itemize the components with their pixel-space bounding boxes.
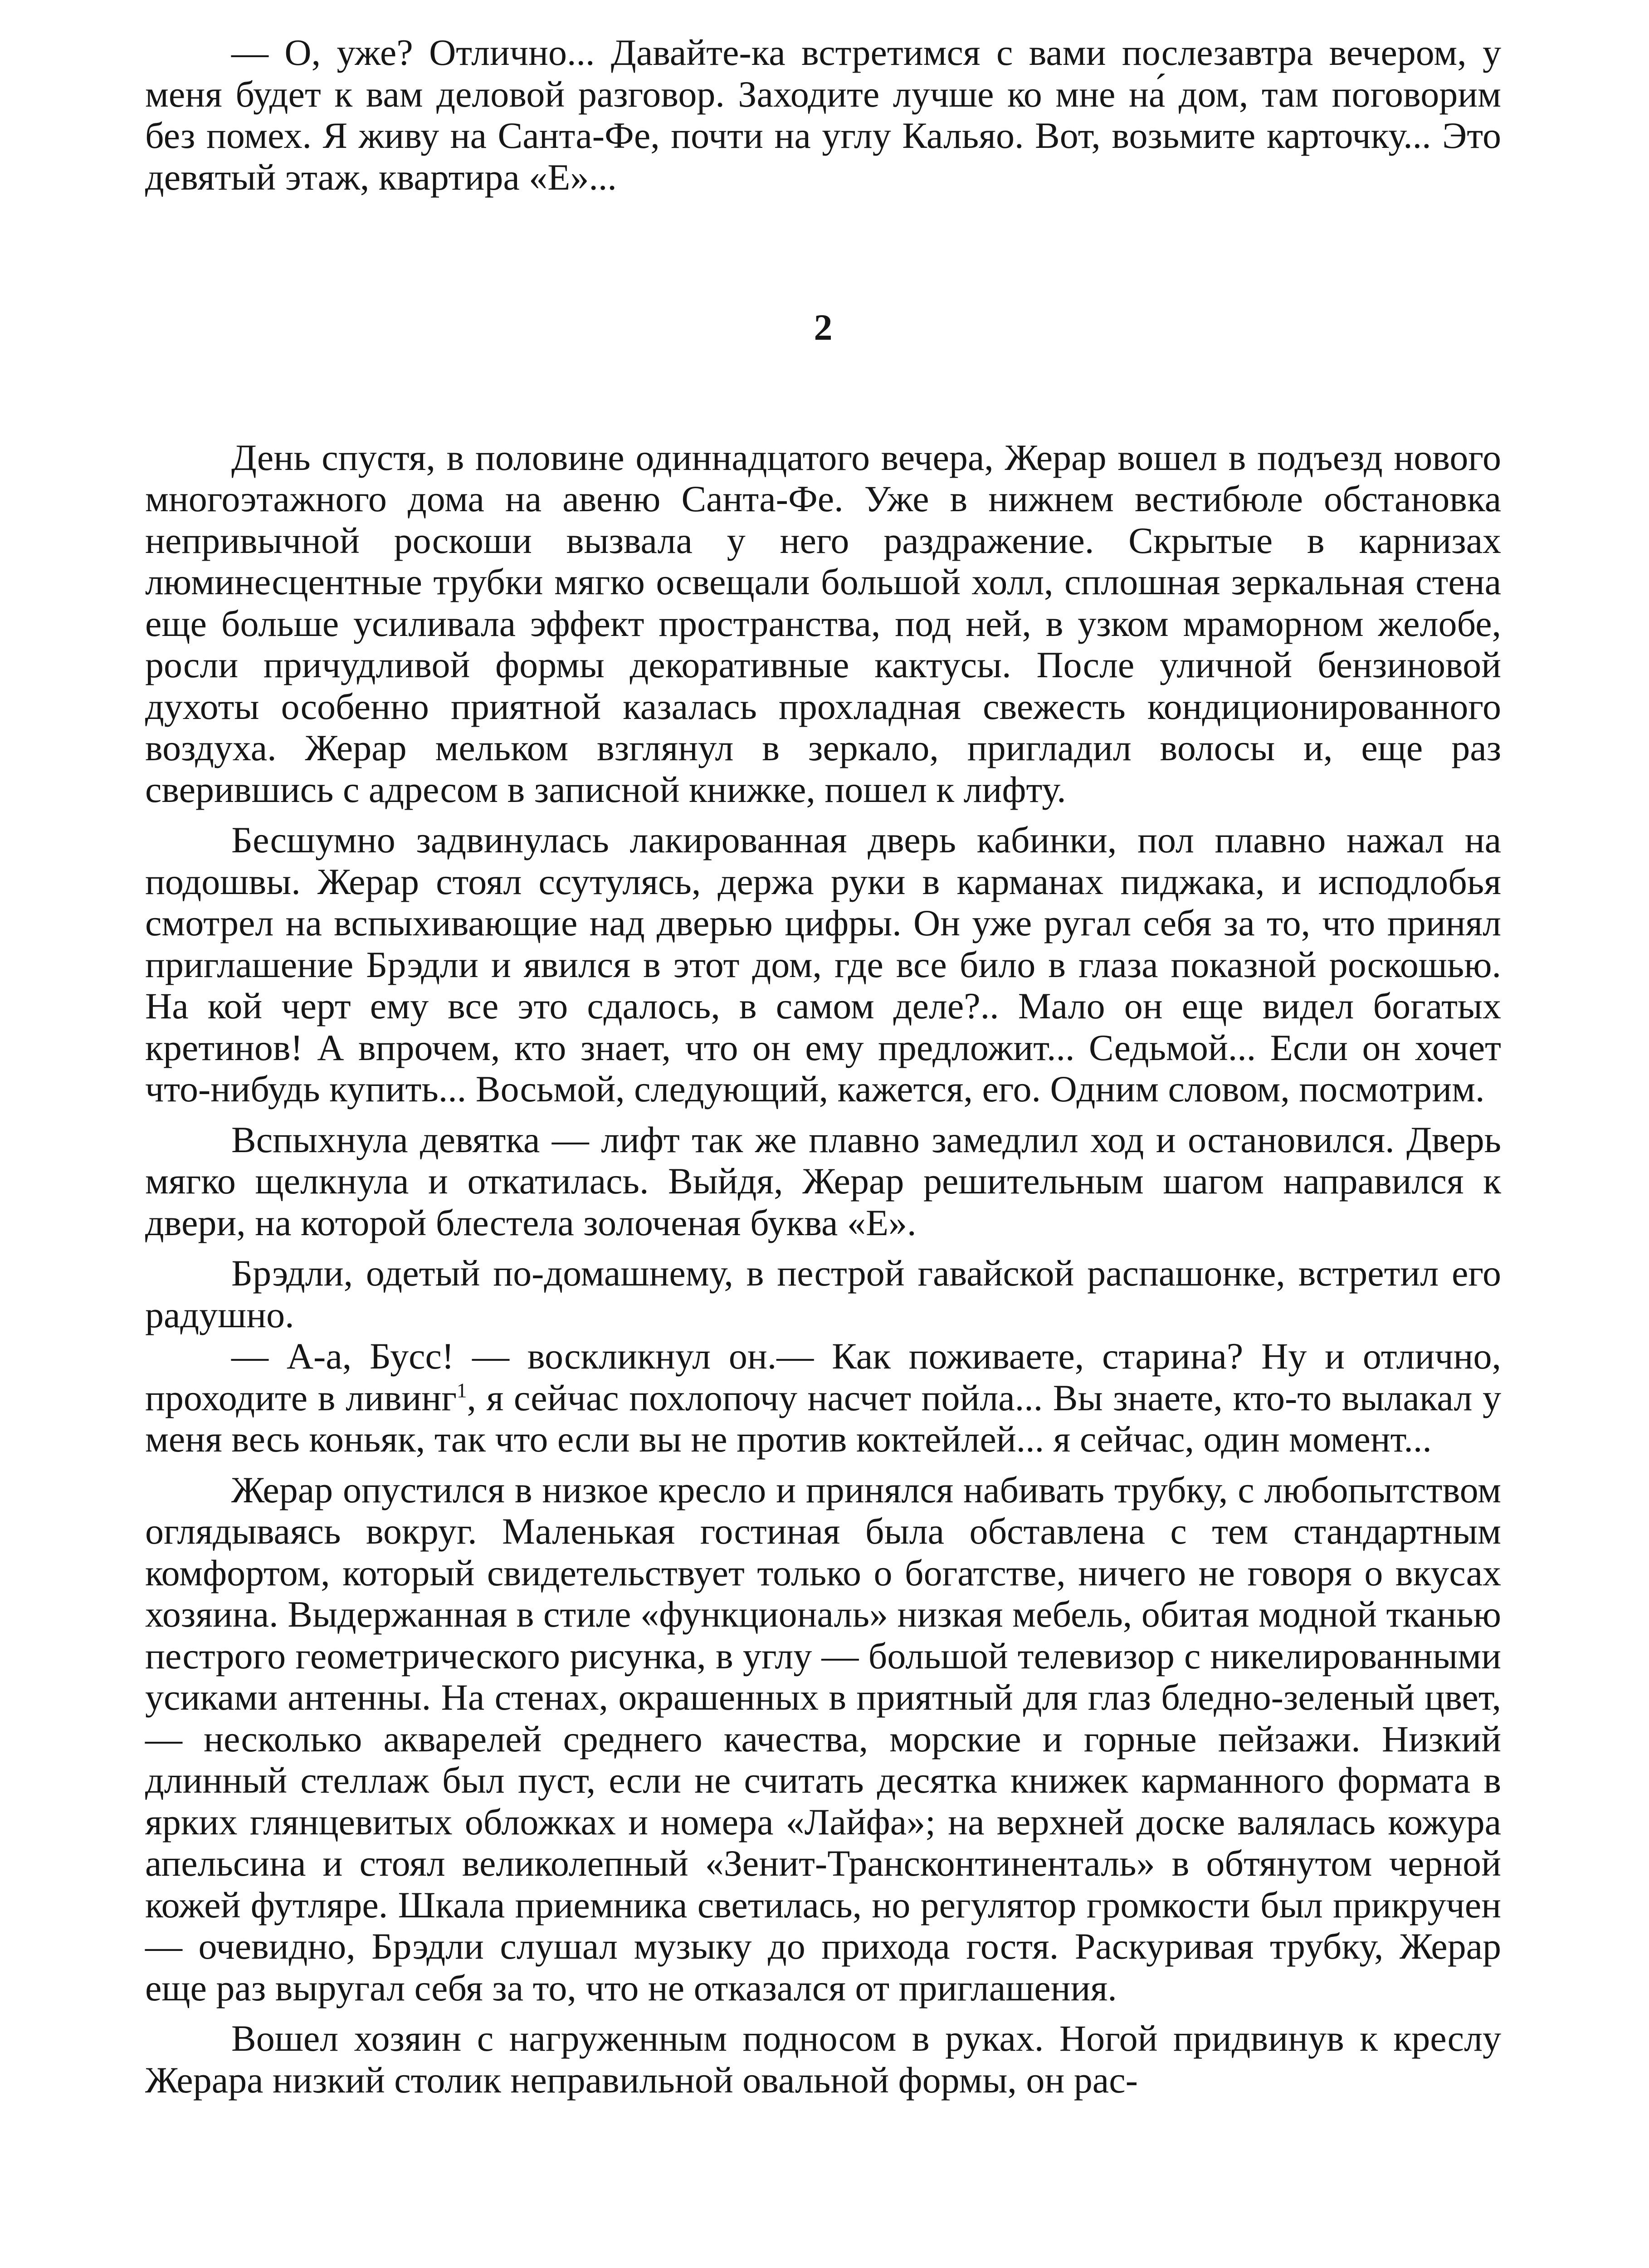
paragraph-1: День спустя, в половине одиннадцатого вечера, Жерар вошел в подъезд нового многоэтажного дома на авеню Санта-Фе. Уже в нижнем вестибюле обстановка непривычной роскоши вызвала у него раздражение. Скрытые в карнизах люминесцентные трубки мягко освещали большой холл, сплошная зеркальная стена еще больше усиливала эффект пространства, под ней, в узком мраморном желобе, росли причудливой формы декоративные кактусы. После уличной бензиновой духоты особенно приятной казалась прохладная свежесть кондиционированного воздуха. Жерар мельком взглянул в зеркало, пригладил волосы и, еще раз сверившись с адресом в записной книжке, пошел к лифту. [145,436,1501,810]
paragraph-0: — О, уже? Отлично... Давайте-ка встретимся с вами послезавтра вечером, у меня будет к вам деловой разговор. Заходите лучше ко мне на́ дом, там поговорим без помех. Я живу на Санта-Фе, почти на углу Кальяо. Вот, возьмите карточку... Это девятый этаж, квартира «Е»... [145,32,1501,198]
paragraph-6: Жерар опустился в низкое кресло и принялся набивать трубку, с любопытством оглядываясь вокруг. Маленькая гостиная была обставлена с тем стандартным комфортом, который свидетельствует только о богатстве, ничего не говоря о вкусах хозяина. Выдержанная в стиле «функциональ» низкая мебель, обитая модной тканью пестрого геометрического рисунка, в углу — большой телевизор с никелированными усиками антенны. На стенах, окрашенных в приятный для глаз бледно-зеленый цвет,— несколько акварелей среднего качества, морские и горные пейзажи. Низкий длинный стеллаж был пуст, если не считать десятка книжек карманного формата в ярких глянцевитых обложках и номера «Лайфа»; на верхней доске валялась кожура апельсина и стоял великолепный «Зенит-Трансконтиненталь» в обтянутом черной кожей футляре. Шкала приемника светилась, но регулятор громкости был прикручен — очевидно, Брэдли слушал музыку до прихода гостя. Раскуривая трубку, Жерар еще раз выругал себя за то, что не отказался от приглашения. [145,1469,1501,2009]
paragraph-7: Вошел хозяин с нагруженным подносом в руках. Ногой придвинув к креслу Жерара низкий столик неправильной овальной формы, он рас- [145,2018,1501,2101]
paragraph-3: Вспыхнула девятка — лифт так же плавно замедлил ход и остановился. Дверь мягко щелкнула и откатилась. Выйдя, Жерар решительным шагом направился к двери, на которой блестела золоченая буква «Е». [145,1119,1501,1243]
chapter-number: 2 [814,307,833,348]
paragraph-4: Брэдли, одетый по-домашнему, в пестрой гавайской распашонке, встретил его радушно. [145,1252,1501,1335]
paragraph-5-start: — А-а, Бусс! — воскликнул он.— Как поживаете, старина? Ну и отлично, проходите в ливинг [145,1335,1501,1418]
footnote-reference: 1 [456,1379,467,1402]
paragraph-5 [145,1335,1501,1460]
paragraph-5-end: , я сейчас похлопочу насчет пойла... Вы знаете, кто-то вылакал у меня весь коньяк, так что если вы не против коктейлей... я сейчас, один момент... [145,1377,1501,1460]
page-body [145,32,1501,2101]
paragraph-2: Бесшумно задвинулась лакированная дверь кабинки, пол плавно нажал на подошвы. Жерар стоял ссутулясь, держа руки в карманах пиджака, и исподлобья смотрел на вспыхивающие над дверью цифры. Он уже ругал себя за то, что принял приглашение Брэдли и явился в этот дом, где все било в глаза показной роскошью. На кой черт ему все это сдалось, в самом деле?.. Мало он еще видел богатых кретинов! А впрочем, кто знает, что он ему предложит... Седьмой... Если он хочет что-нибудь купить... Восьмой, следующий, кажется, его. Одним словом, посмотрим. [145,819,1501,1110]
